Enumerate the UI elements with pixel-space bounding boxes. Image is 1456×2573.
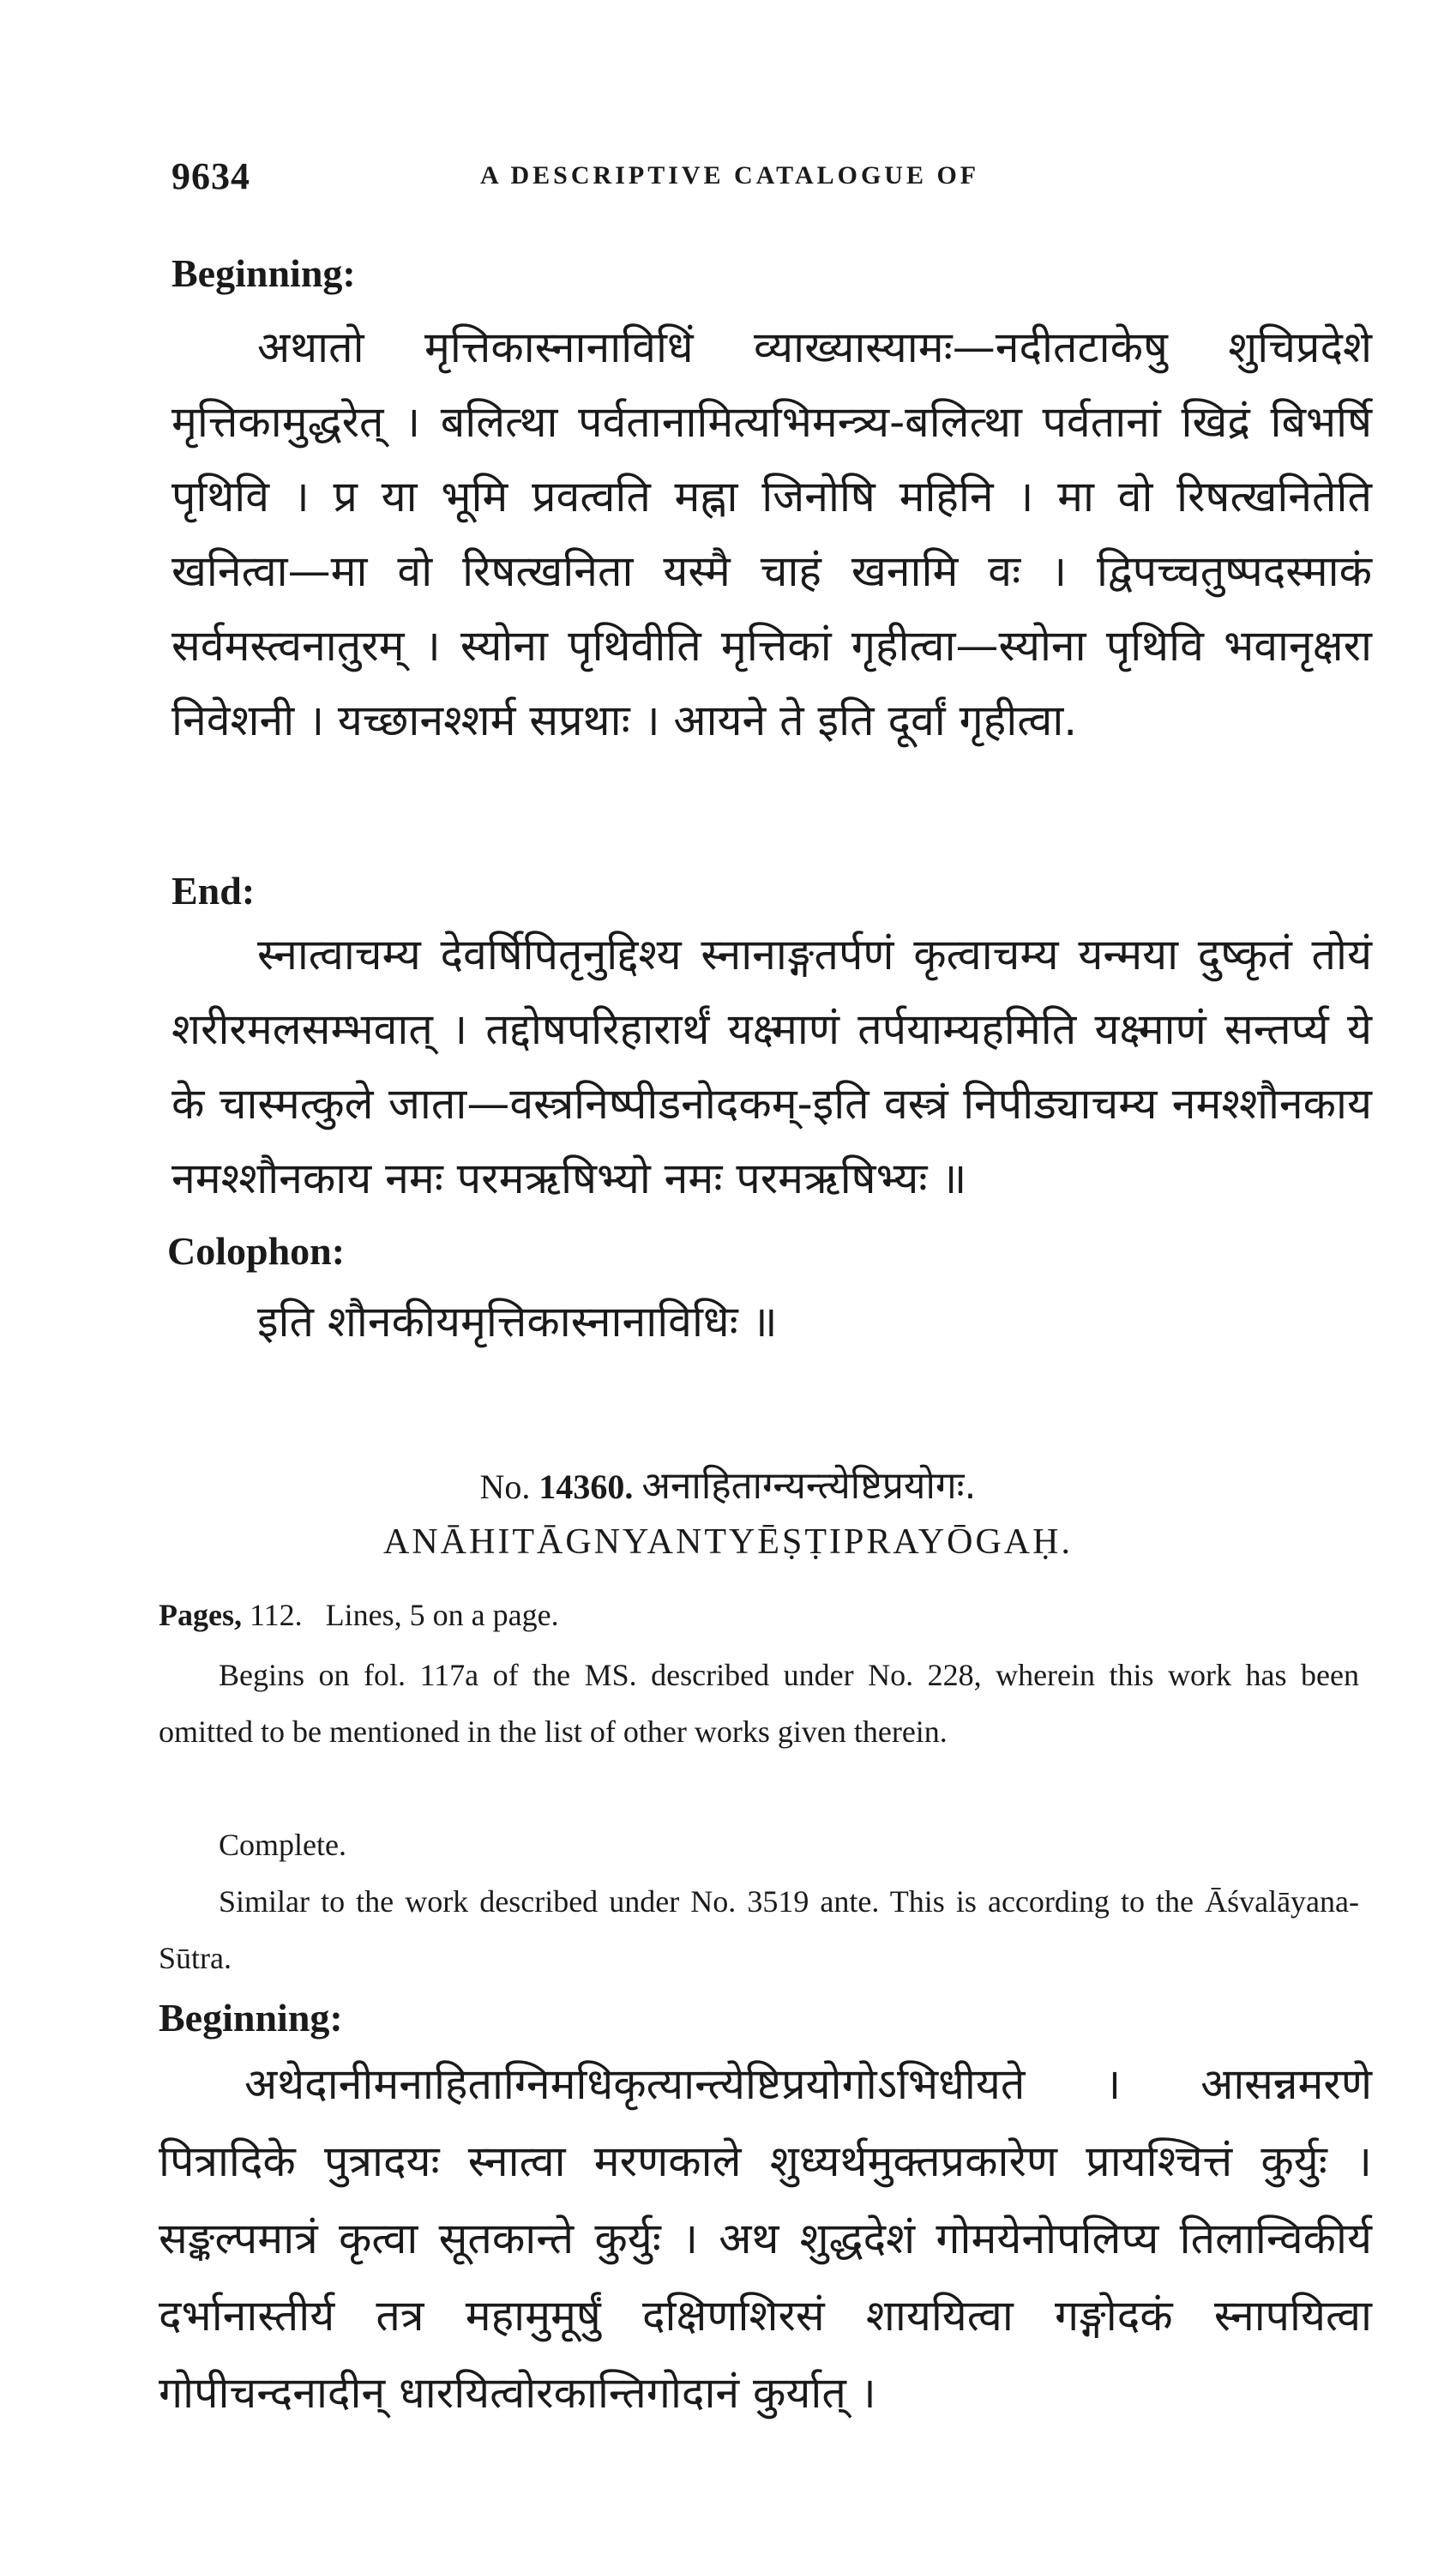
pages-value: 112.	[249, 1598, 303, 1632]
colophon-text: इति शौनकीयमृत्तिकास्नानाविधिः ॥	[257, 1297, 778, 1347]
running-head: A DESCRIPTIVE CATALOGUE OF	[480, 161, 980, 190]
page-number: 9634	[171, 155, 250, 197]
entry-title-transliteration: ANĀHITĀGNYANTYĒṢṬIPRAYŌGAḤ.	[383, 1522, 1073, 1562]
colophon-label: Colophon:	[167, 1229, 346, 1273]
pages-label: Pages,	[159, 1598, 242, 1632]
page-header	[171, 154, 1372, 206]
description-paragraph-2: Complete.	[219, 1828, 346, 1862]
entry-number-prefix: No.	[479, 1467, 531, 1506]
beginning-label: Beginning:	[171, 251, 356, 295]
description-paragraph-1: Begins on fol. 117a of the MS. described under No. 228, wherein this work has been omitted to be mentioned in the list of other works given therein.	[159, 1658, 1359, 1749]
second-beginning-text: अथेदानीमनाहिताग्निमधिकृत्यान्त्येष्टिप्रयोगोऽभिधीयते । आसन्नमरणे पित्रादिके पुत्रादयः स्नात्वा मरणकाले शुध्यर्थमुक्तप्रकारेण प्रायश्चित्तं कुर्युः । सङ्कल्पमात्रं कृत्वा सूतकान्ते कुर्युः । अथ शुद्धदेशं गोमयेनोपलिप्य तिलान्विकीर्य दर्भानास्तीर्य तत्र महामुमूर्षुं दक्षिणशिरसं शाययित्वा गङ्गोदकं स्नापयित्वा गोपीचन्दनादीन् धारयित्वोरकान्तिगोदानं कुर्यात् ।	[159, 2059, 1372, 2418]
entry-title-devanagari: अनाहिताग्न्यन्त्येष्टिप्रयोगः.	[641, 1464, 977, 1508]
lines-text: Lines, 5 on a page.	[325, 1598, 559, 1632]
end-text: स्नात्वाचम्य देवर्षिपितृनुद्दिश्य स्नानाङ्गतर्पणं कृत्वाचम्य यन्मया दुष्कृतं तोयं शरीरमलसम्भवात् । तद्दोषपरिहारार्थं यक्ष्माणं तर्पयाम्यहमिति यक्ष्माणं सन्तर्प्य ये के चास्मत्कुले जाता—वस्त्रनिष्पीडनोदकम्-इति वस्त्रं निपीड्याचम्य नमश्शौनकाय नमश्शौनकाय नमः परमऋषिभ्यो नमः परमऋषिभ्यः ॥	[171, 930, 1372, 1203]
entry-number: 14360.	[538, 1467, 634, 1506]
description-paragraph-3: Similar to the work described under No. 3519 ante. This is according to the Āśvalāyana-Sūtra.	[159, 1884, 1359, 1975]
entry-heading	[0, 1458, 1456, 1509]
beginning-text: अथातो मृत्तिकास्नानाविधिं व्याख्यास्यामः—नदीतटाकेषु शुचिप्रदेशे मृत्तिकामुद्धरेत् । बलित्था पर्वतानामित्यभिमन्त्र्य-बलित्था पर्वतानां खिद्रं बिभर्षि पृथिवि । प्र या भूमि प्रवत्वति मह्ना जिनोषि महिनि । मा वो रिषत्खनितेति खनित्वा—मा वो रिषत्खनिता यस्मै चाहं खनामि वः । द्विपच्चतुष्पदस्माकं सर्वमस्त्वनातुरम् । स्योना पृथिवीति मृत्तिकां गृहीत्वा—स्योना पृथिवि भवानृक्षरा निवेशनी । यच्छानश्शर्म सप्रथाः । आयने ते इति दूर्वां गृहीत्वा.	[171, 322, 1372, 745]
second-beginning-label: Beginning:	[159, 1996, 343, 2040]
end-label: End:	[171, 869, 256, 913]
entry-meta	[159, 1597, 559, 1633]
